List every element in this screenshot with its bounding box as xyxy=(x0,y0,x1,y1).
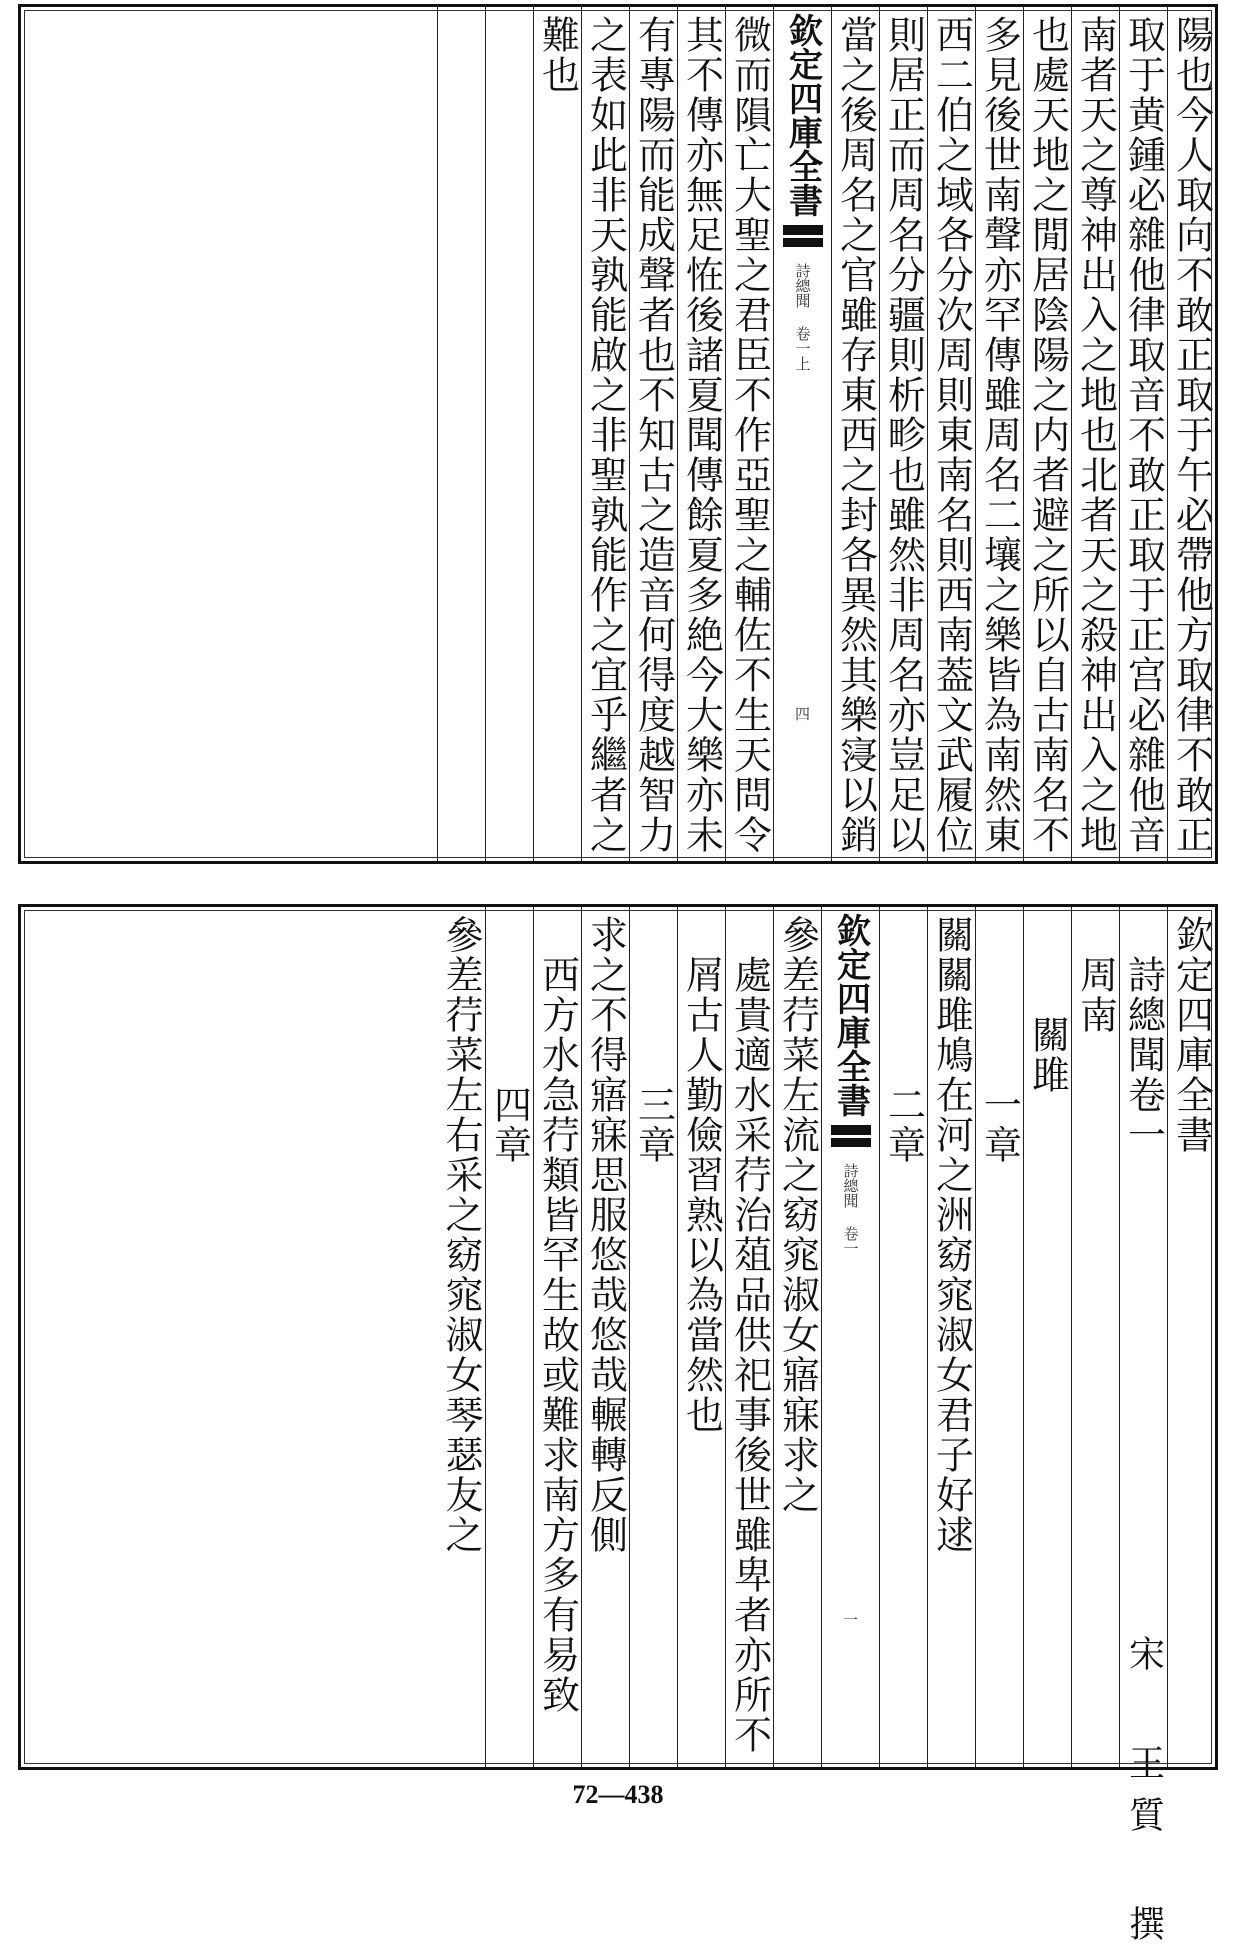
commentary-column: 處貴適水采荇治葅品供祀事後世雖卑者亦所不 xyxy=(725,907,773,1767)
commentary-column: 西方水急荇類皆罕生故或難求南方多有易致 xyxy=(533,907,581,1767)
page-number: 一 xyxy=(841,1612,859,1627)
volume-ref: 詩總聞 卷一 xyxy=(841,1163,860,1256)
page-footer-number: 72—438 xyxy=(572,1780,664,1809)
text-column: 之表如此非天孰能啟之非聖孰能作之宜乎繼者之 xyxy=(581,7,629,861)
text-column: 陽也今人取向不敢正取于午必帶他方取律不敢正 xyxy=(1167,7,1215,861)
text-column: 取于黄鍾必雜他律取音不敢正取于正宫必雜他音 xyxy=(1119,7,1167,861)
text-column: 有專陽而能成聲者也不知古之造音何得度越智力 xyxy=(629,7,677,861)
page-number: 四 xyxy=(793,706,811,721)
library-title: 欽定四庫全書 xyxy=(830,913,871,1117)
center-banner xyxy=(821,907,879,1767)
empty-column xyxy=(437,7,485,861)
title-column: 欽定四庫全書 xyxy=(1167,907,1215,1767)
commentary-column: 屑古人勤儉習熟以為當然也 xyxy=(677,907,725,1767)
text-column: 難也 xyxy=(533,7,581,861)
library-title: 欽定四庫全書 xyxy=(782,13,823,217)
chapter-heading: 一章 xyxy=(975,907,1023,1767)
fish-tail-mark xyxy=(831,1125,871,1147)
verse-column: 參差荇菜左右采之窈窕淑女琴瑟友之 xyxy=(439,915,483,1555)
section-column: 周南 xyxy=(1071,907,1119,1767)
book-title-column: 詩總聞卷一 宋 王質 撰 xyxy=(1119,907,1167,1767)
volume-ref: 詩總聞 卷一上 xyxy=(793,263,812,371)
fish-tail-mark xyxy=(783,225,823,247)
text-column: 則居正而周名分疆則析畛也雖然非周名亦豈足以 xyxy=(879,7,927,861)
center-banner xyxy=(773,7,831,861)
empty-column xyxy=(485,7,533,861)
text-column: 南者天之尊神出入之地也北者天之殺神出入之地 xyxy=(1071,7,1119,861)
text-column: 微而隕亡大聖之君臣不作亞聖之輔佐不生天問令 xyxy=(725,7,773,861)
text-column: 其不傳亦無足恠後諸夏聞傳餘夏多絶今大樂亦未 xyxy=(677,7,725,861)
chapter-heading: 二章 xyxy=(879,907,927,1767)
poem-title-column: 關雎 xyxy=(1023,907,1071,1767)
empty-column xyxy=(389,7,437,861)
chapter-heading: 四章 xyxy=(485,907,533,1767)
text-column: 多見後世南聲亦罕傳雖周名二壤之樂皆為南然東 xyxy=(975,7,1023,861)
verse-column: 關關雎鳩在河之洲窈窕淑女君子好逑 xyxy=(927,907,975,1767)
verse-column: 參差荇菜左流之窈窕淑女寤寐求之 xyxy=(773,907,821,1767)
text-column: 也處天地之閒居陰陽之内者避之所以自古南名不 xyxy=(1023,7,1071,861)
author: 宋 王質 撰 xyxy=(1123,1635,1165,1957)
text-column: 當之後周名之官雖存東西之封各異然其樂寖以銷 xyxy=(831,7,879,861)
chapter-heading: 三章 xyxy=(629,907,677,1767)
text-column: 西二伯之域各分次周則東南名則西南葢文武履位 xyxy=(927,7,975,861)
top-page xyxy=(18,4,1218,864)
verse-column: 求之不得寤寐思服悠哉悠哉輾轉反側 xyxy=(581,907,629,1767)
